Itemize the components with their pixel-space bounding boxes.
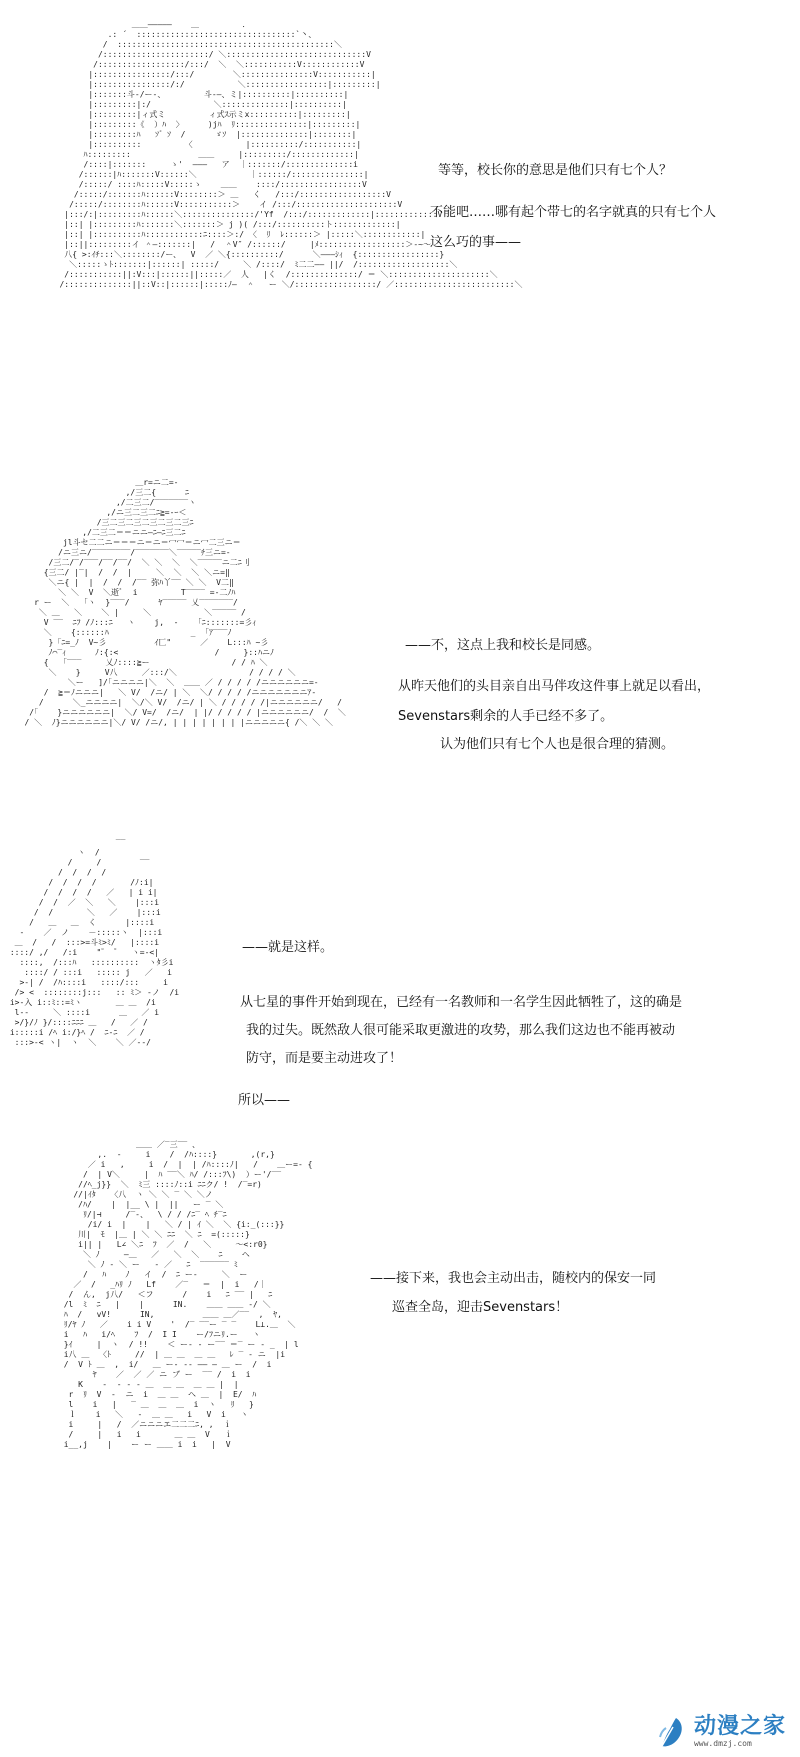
- panel-3: [0, 820, 800, 1140]
- dialogue-line: 防守，而是要主动进攻了！: [246, 1051, 403, 1066]
- ascii-art-character: ‾‾ ヽ / / / ‾‾ / / / / / / / / /ﾉ:i| / / / / ／ | i i| / / ／ ＼ ＼ |:::i / / ＼ ／ |:::i / ＿ ＿ く |::::i ‐ ／ ノ －:::::ヽ |:::i ＿ / / :::>=斗ﾐ>ﾐ/ |::::i ::::/ ,/ /:i "゜ ゜ ヽ=‐<| ::::, /:::ﾊ :::::::::: ヽﾀ彡i ::::/ / :::i ::::: j ／ i >‐| / /ﾊ::::i ::::/::: i /> < ::::::::j::: :: ﾐ＞ ‐ノ /i i>-入 i::ﾐ::=ﾐヽ ＿ ＿ /i l-‐ ＼ ::::i ＿ ／ i >/}/ﾉ }/::::ﾆﾆﾆ ＿ / ／ / i:::::i /ﾍ i:/}ﾍ / ﾆ‐ﾆ ／ / :::>‐< ヽ| ヽ ＼ ＼ ／--/: [9, 838, 180, 1047]
- panel-2: [0, 460, 800, 820]
- panel-4: [0, 1140, 800, 1757]
- watermark-title: 动漫之家: [693, 1714, 786, 1739]
- dialogue-line: 所以——: [238, 1093, 291, 1108]
- dialogue-line: 认为他们只有七个人也是很合理的猜测。: [440, 737, 675, 752]
- ascii-art-character: ＿r=ニ二=- ,/三二{ ﾆ ,/二三二/‾‾‾‾‾‾‾ヽ ,/ニ三二三二ﾆ≧=-ｰ＜ /三二三二三二三二三二三ﾆ ,/二三二＝＝ニニ―ﾆ―ﾆ三二ﾆ jl斗セ二二ニ＝＝＝ニ＝ニ＝冖冖＝ニ冖二三ニ＝ /ニ三ニ/‾‾‾‾‾‾‾‾/‾‾‾‾‾‾‾＼‾‾‾‾‾ﾁ三ニ=- /三二/‾/‾‾‾/‾‾/‾‾/ ＼ ＼ ＼ ＼‾‾‾‾‾ニ二ﾆ刂 {三二/ |‾| / / | ＼ ＼ ＼ ＼ニ=‖ ＼ニ{ | | / / /‾‾ 弥ﾊ丫‾‾ ＼ ＼ V二‖ ＼ ＼ V ＼逝ﾞ i T‾‾‾‾ =-二ﾉﾊ r ー ＼ ｢ヽ }‾‾‾/ ﾔ‾‾‾‾‾ 乂‾‾‾‾‾‾‾/ ＼ ＿ ＼ ＼ | ＼ ＼‾‾‾‾‾ / V ‾‾ ﾆﾌ /ﾉ:::ﾆ ヽ j, - ｢ﾆ:::::::=彡ｨ ＼ {::::::ﾊ _ ｢ｱ‾‾‾ﾉ }「ﾆ=_ﾉ V~彡 ｲ匸" ／ L:::ﾊ ~彡 ﾉ⌒‾ｨ ﾉ:{:< / }::ﾊニﾉ { ｢‾‾‾ 乂ﾉ::::≧ー / / ﾊ ＼ ＼ } V八 ／:::/＼ / / / / ＼ ＼ー ]/｢ニニニニ|＼ ＼ ＿＿ ／ / / / / /ニニニニニニ=- / ≧＝ﾉニニニ| ＼ V/ /ニ/ | ＼ ＼/ / / / /ニニニニニニニｱ- / ＼_ニニニニ| ＼/＼ V/ /ニ/ | ＼ / / / / /|ニニニニニニ/ / /｢ }ニニニニニニ| ＼/ V=/ /ニ/ | |/ / / / / |ニニニニニニ/ / ＼ / ＼ ﾉ}ニニニニニニ|＼/ V/ /ニ/, | | | | | | | |ニニニニニ{ /＼ ＼ ＼: [24, 478, 346, 727]
- dialogue-line: 等等，校长你的意思是他们只有七个人？: [438, 163, 673, 178]
- panel-1: [0, 0, 800, 460]
- feather-logo-icon: [654, 1715, 688, 1749]
- dialogue-line: ——不，这点上我和校长是同感。: [405, 638, 601, 653]
- ascii-art-character: ＿＿ ／‾三‾‾ 、 ,. ‐ i / /ﾊ::::} ,(r,} ／ i , i / | | /ﾊ::::ﾉ| / ＿ー=‐ { / | V＼ | ﾊ ‾‾＼ ﾊ/ /:::ﾌ\) ）ー'/‾‾ //ﾍ_j}} ＼ ﾐ三 ::::ﾉ::i ﾆﾆク/ ! /‾=r) //|ｲﾀ 〈八 ヽ ＼ ＼ ‾ ＼ ＼ノ /ﾊ/ | |__ \ | || ー ‾ ＼ ﾘ/|⊣ /‾‐、 \ / / /ﾆ‾ ﾍ ﾁ‾ﾆ /i/ i | | ＼ / | ｲ ＼ ＼ {i:_(:::}} 川| ﾓ |＿ | ＼ ＼ ﾆﾆ ＼ ﾆ =(:::::} i|| | L∠ ＼ﾆ ﾌ ／ / ＼ ～<:r0} ＼ ﾉ ―＿ ／ ＼ ＼ ﾆ ヘ ＼ ﾉ ‐ ＼ ー ‐ ／ ﾆ ‾‾‾‾‾‾ ﾐ / ﾊ ﾉ イ / ﾆ ー‐ ＼ ー ／ / _ﾊﾘ ﾉ Lf ／‾ ＝ | i /｜ / ん, j八/ ＜フ / i ﾆ ‾‾ | ﾆ /l ﾐ ﾆ | | IN. ＿＿ ＿＿ ‐/ ＼ ﾊ / vV! IN, ＿＿ ＿／‾‾ , ﾔ, ﾘ/ﾔ ﾉ ／ i i V ' /‾ ‾‾ー ‾ ‾ L⊥.＿ ＼ i ﾊ i/ﾍ ﾌ / I I ー/ﾌニﾘ.ー ヽ }ｲ | ヽ / !! ＜ ー‐ ‐ ー‾‾ ＝‾ ー ‐ _ | l i八 ＿ 〈ﾄ // | ＿ ＿ ＿ ＿ ﾚ ‾ ‐ ニ |i / V ﾄ ＿ , i/ ＿ ー‐ ‐‐ ―― ― ＿ ー / i ﾔ ／ ／ ／ ニ ブ ー ‾‾ / i i K ‐ ‐ ‐ ‐ ＿ ＿ ＿ ＿ ＿ | | r ﾘ V ‐ ニ i ＿ ＿ ヘ ＿ | E/ ﾊ l i | ‾ ＿ ＿ ＿ i ヽ ﾘ } ｌ i ＼ ‐ ＿ ＿ i V i ヽ i | / ／ニニニエ二二二ﾆ, , ｉ / | i i ＿ ＿ V ｉ i__,j | ー ー ＿＿ i i | V: [63, 1140, 313, 1449]
- dialogue-line: 巡查全岛，迎击Sevenstars！: [392, 1300, 569, 1315]
- watermark-logo: [654, 1715, 786, 1749]
- dialogue-line: 不能吧……哪有起个带七的名字就真的只有七个人: [430, 205, 717, 220]
- ascii-art-character: ＿＿――――― ＿ ． .: ´ :::::::::::::::::::::::::::::::::`丶、 / :::::::::::::::::::::::::::::::::::::::::::::＼ /::::::::::::::::::::::/ ＼:::::::::::::::::::::::::::::V /::::::::::::::::::/:::/ ＼ ＼:::::::::::V::::::::::::V |::::::::::::::::/:::/ ＼:::::::::::::::V:::::::::::| |::::::::::::::::/:/ ＼:::::::::::::::::|:::::::::| |:::::::斗-/ー-、 斗-―、ミ|::::::::::|::::::::::| |:::::::::|:/ ＼::::::::::::::|::::::::::| |:::::::::|ィ式ミ ィ式ｽ示ミx::::::::::|:::::::::| |:::::::::《 ）ﾊ 〉 )jﾊ ﾘ:::::::::::::::|:::::::::| |:::::::::ﾊ ｿ゛ｿ / ゞｿ |::::::::::::::|::::::::| |:::::::::: 〈 |::::::::::/:::::::::::| ﾊ::::::::: ＿＿ |:::::::::/:::::::::::::| /::::|::::::: ゝ' ――― ア ｜:::::::/::::::::::::::i /::::::|ﾊ:::::::V::::::＼ ｜::::::/:::::::::::::::| /:::::/ ::::ﾊ:::::V:::::ゝ ＿＿ ::::/:::::::::::::::::V /:::::/:::::::ﾊ::::::V::::::::＞ ＿ く /:::/::::::::::::::::::V /:::::/::::::::ﾊ::::::V:::::::::::＞ イ /:::/:::::::::::::::::::::V |:::/:|:::::::::ﾊ::::::＼:::::::::::::::/'Yf /:::/:::::::::::::|:::::::::::::V |::| |:::::::::ﾊ:::::::＼:::::::＞ j )( /:::/::::::::::ト:::::::::::::| |::| |::::::::::ﾊ::::::::::::ﾆ::::＞:/ 〈 ﾘ ﾚ::::::＞ |:::::＼::::::::::::| |::||:::::::::イ ＾―:::::::| / ＾V″ /::::::/ |ﾒ::::::::::::::::::＞‐~～ 八{ >:ｲﾁ:::＼::::::::/ー、 V ／ ＼{::::::::::/ ＼―――ｼｨ {:::::::::::::::::} ＼:::::ゝﾄ:::::::|::::::| :::::/ ＼ /::::/ ﾐ二二―― ||/ /:::::::::::::::::::＼ /:::::::::::||:V:::|::::::||:::::／ 人 |く /::::::::::::::/ ＝ ＼:::::::::::::::::::::＼ /::::::::::::::||::V::|::::::|:::::ﾉ― ＾ ー ＼/:::::::::::::::::/ ／:::::::::::::::::::::::::＼: [59, 20, 523, 289]
- dialogue-line: 从昨天他们的头目亲自出马伴攻这件事上就足以看出，: [398, 679, 711, 694]
- dialogue-line: 我的过失。既然敌人很可能采取更激进的攻势，那么我们这边也不能再被动: [246, 1023, 676, 1038]
- dialogue-line: 从七星的事件开始到现在，已经有一名教师和一名学生因此牺牲了，这的确是: [240, 995, 683, 1010]
- dialogue-line: Sevenstars剩余的人手已经不多了。: [398, 709, 614, 724]
- dialogue-line: ——就是这样。: [242, 940, 334, 955]
- dialogue-line: 这么巧的事——: [430, 235, 522, 250]
- dialogue-line: ——接下来，我也会主动出击，随校内的保安一同: [370, 1271, 657, 1286]
- watermark-url: www.dmzj.com: [693, 1739, 752, 1748]
